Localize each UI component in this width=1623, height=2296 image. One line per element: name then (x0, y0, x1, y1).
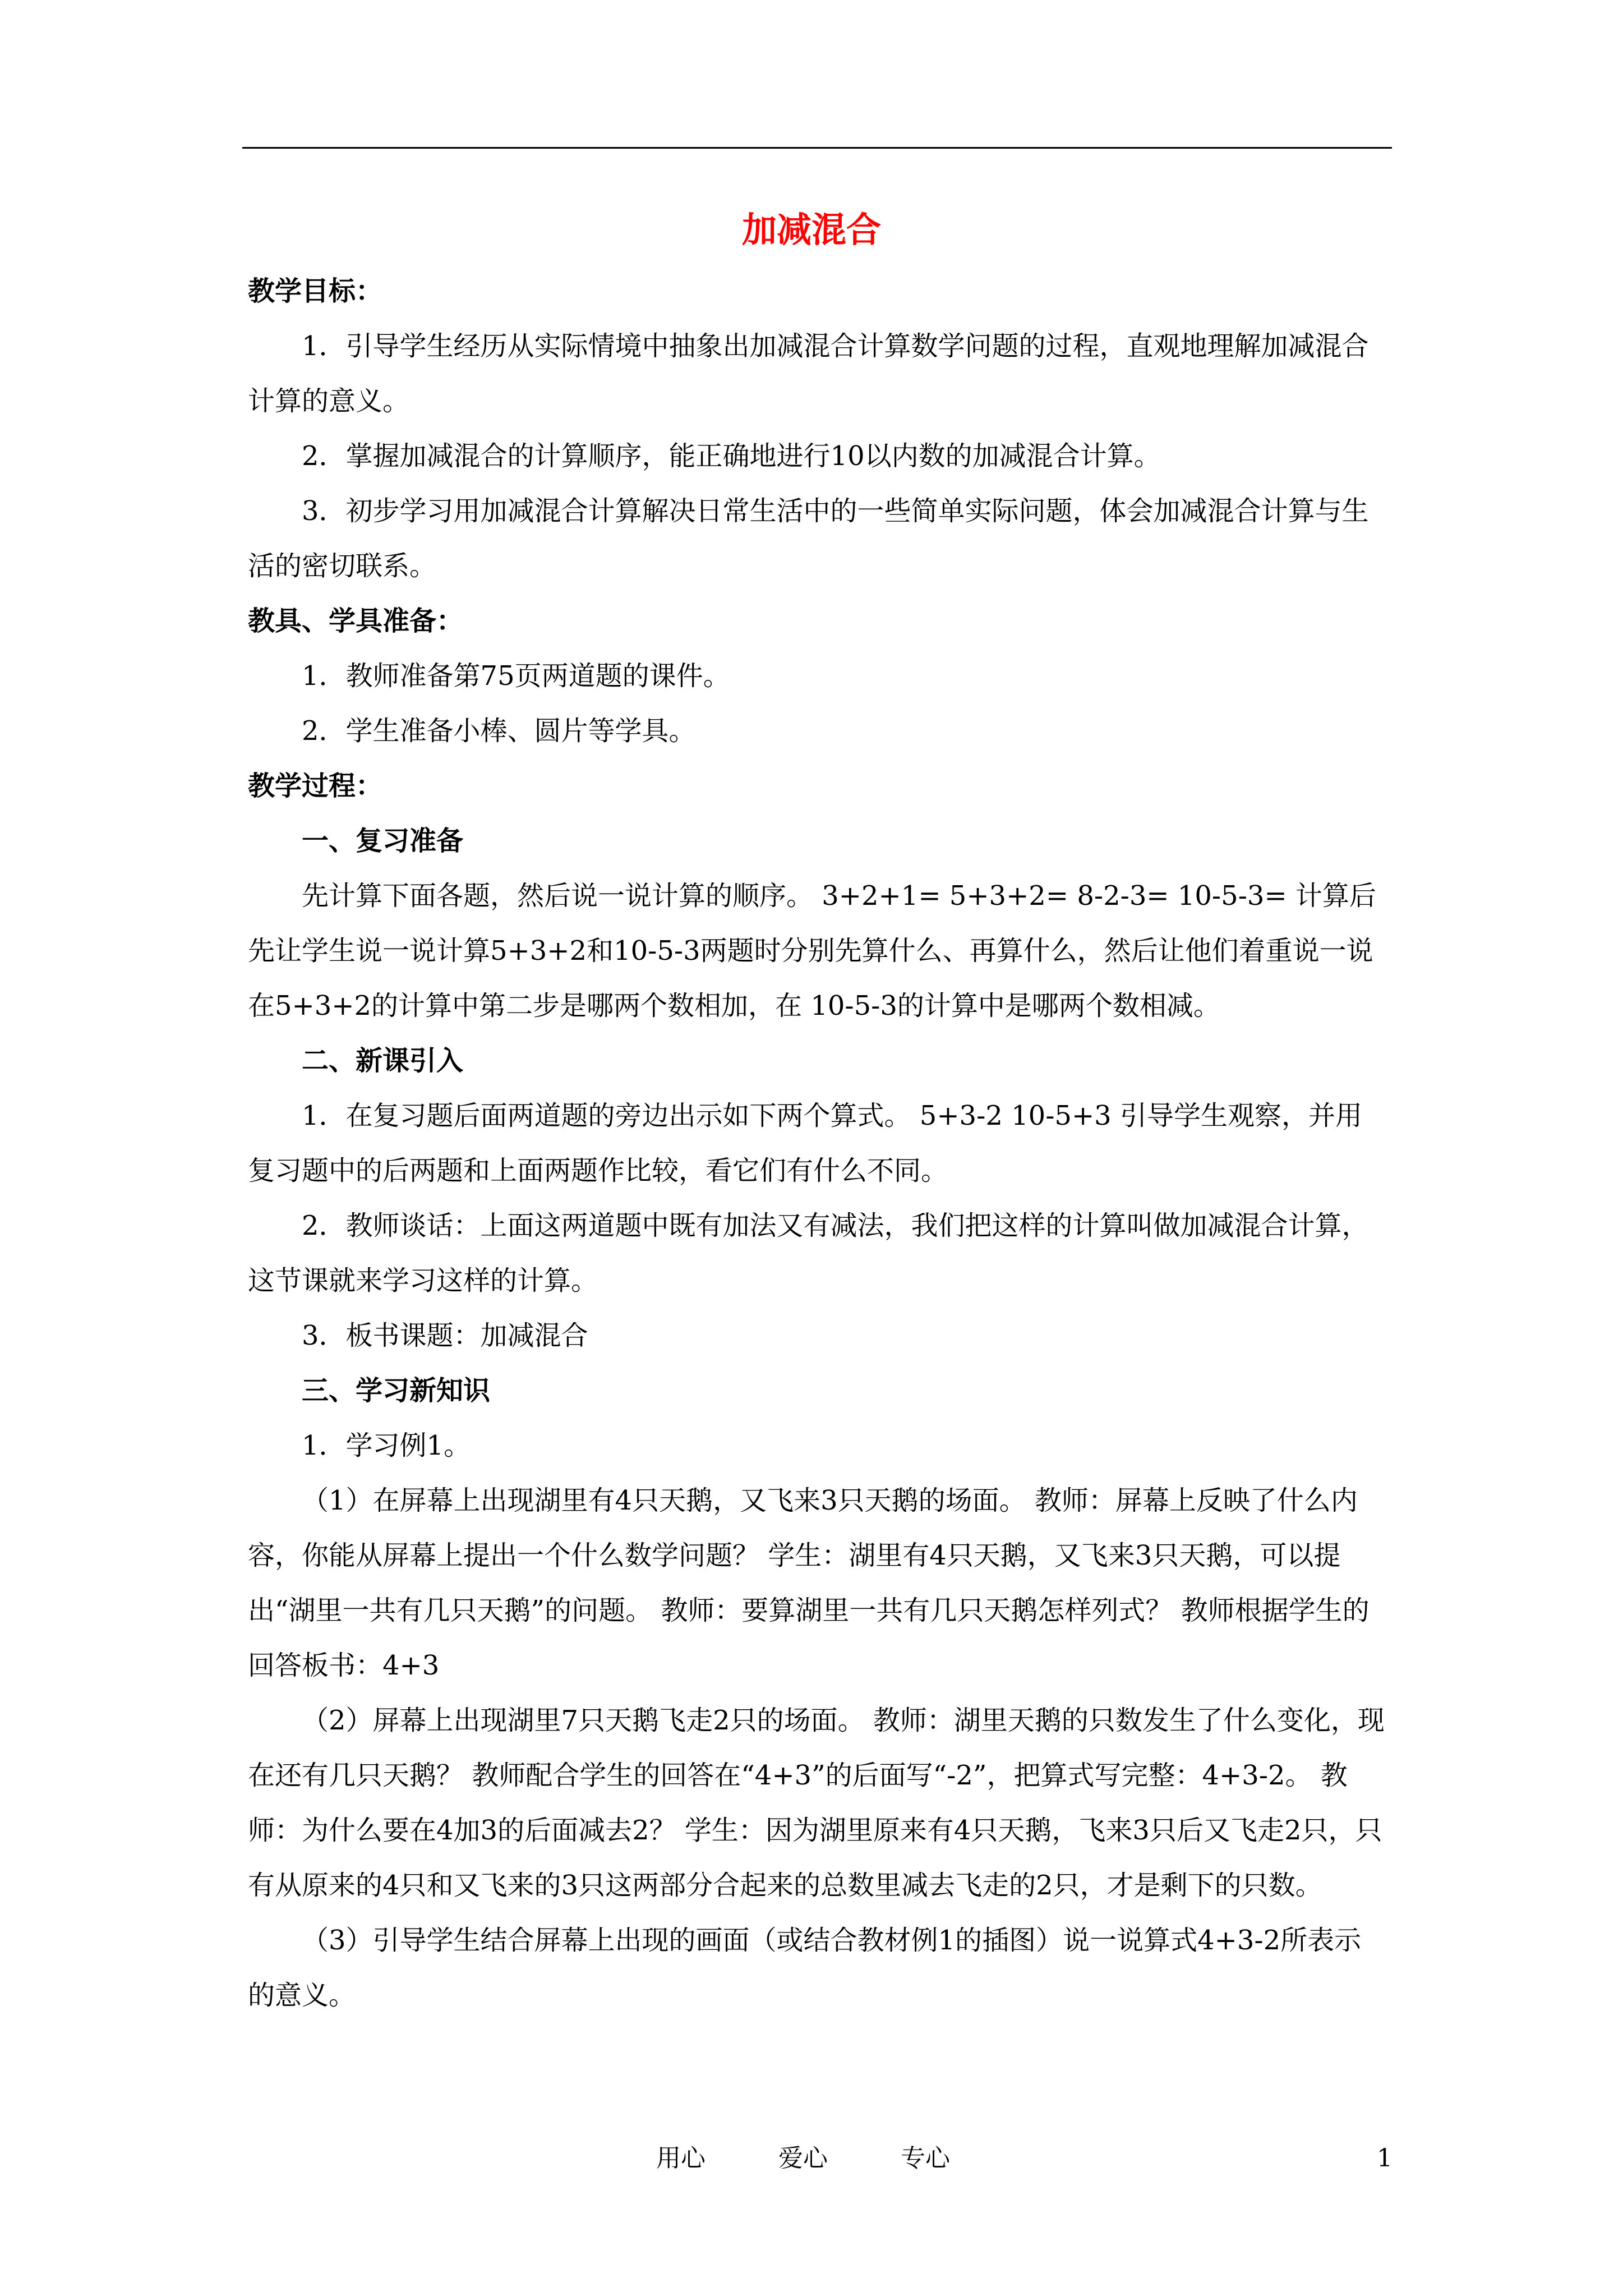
part2-item: 2．教师谈话：上面这两道题中既有加法又有减法，我们把这样的计算叫做加减混合计算，这节课就来学习这样的计算。 (248, 1210, 1369, 1296)
header-rule (242, 147, 1392, 149)
part3-item: 1．学习例1。 (302, 1430, 471, 1461)
tools-item: 2．学生准备小棒、圆片等学具。 (302, 715, 696, 747)
part2-item: 3．板书课题：加减混合 (302, 1320, 588, 1351)
part3-heading: 三、学习新知识 (302, 1375, 491, 1406)
goal-item: 3．初步学习用加减混合计算解决日常生活中的一些简单实际问题，体会加减混合计算与生活的密切联系。 (248, 495, 1369, 582)
part2-heading: 二、新课引入 (302, 1045, 464, 1076)
part3-item: （1）在屏幕上出现湖里有4只天鹅，又飞来3只天鹅的场面。 教师：屏幕上反映了什么内容，你能从屏幕上提出一个什么数学问题？ 学生：湖里有4只天鹅，又飞来3只天鹅，可以提出“湖里一共有几只天鹅”的问题。 教师：要算湖里一共有几只天鹅怎样列式？ 教师根据学生的回答板书：4+3 (248, 1485, 1370, 1681)
document-body (248, 264, 1386, 2023)
process-heading: 教学过程： (248, 770, 383, 802)
part2-item: 1．在复习题后面两道题的旁边出示如下两个算式。 5+3-2 10-5+3 引导学生观察，并用复习题中的后两题和上面两题作比较，看它们有什么不同。 (248, 1100, 1362, 1186)
goal-item: 1．引导学生经历从实际情境中抽象出加减混合计算数学问题的过程，直观地理解加减混合计算的意义。 (248, 330, 1369, 417)
page-title: 加减混合 (741, 209, 881, 250)
tools-heading: 教具、学具准备： (248, 605, 464, 637)
goal-item: 2．掌握加减混合的计算顺序，能正确地进行10以内数的加减混合计算。 (302, 440, 1161, 472)
part3-item: （2）屏幕上出现湖里7只天鹅飞走2只的场面。 教师：湖里天鹅的只数发生了什么变化，现在还有几只天鹅？ 教师配合学生的回答在“4+3”的后面写“-2”，把算式写完整：4+3-2。 教师：为什么要在4加3的后面减去2？ 学生：因为湖里原来有4只天鹅，飞来3只后又飞走2只，只有从原来的4只和又飞来的3只这两部分合起来的总数里减去飞走的2只，才是剩下的只数。 (248, 1705, 1385, 1901)
part1-heading: 一、复习准备 (302, 825, 464, 857)
footer-motto-item: 用心 (656, 2144, 706, 2173)
page-number: 1 (1377, 2144, 1393, 2173)
footer-motto-item: 爱心 (778, 2144, 828, 2173)
tools-item: 1．教师准备第75页两道题的课件。 (302, 660, 730, 692)
part3-item: （3）引导学生结合屏幕上出现的画面（或结合教材例1的插图）说一说算式4+3-2所表示的意义。 (248, 1925, 1362, 2011)
goals-heading: 教学目标： (248, 275, 383, 307)
footer-motto (656, 2142, 1023, 2175)
footer-motto-item: 专心 (901, 2144, 950, 2173)
part1-text: 先计算下面各题，然后说一说计算的顺序。 3+2+1= 5+3+2= 8-2-3= 10-5-3= 计算后先让学生说一说计算5+3+2和10-5-3两题时分别先算什么、再算什么，然后让他们着重说一说在5+3+2的计算中第二步是哪两个数相加，在 10-5-3的计算中是哪两个数相减。 (248, 880, 1376, 1022)
